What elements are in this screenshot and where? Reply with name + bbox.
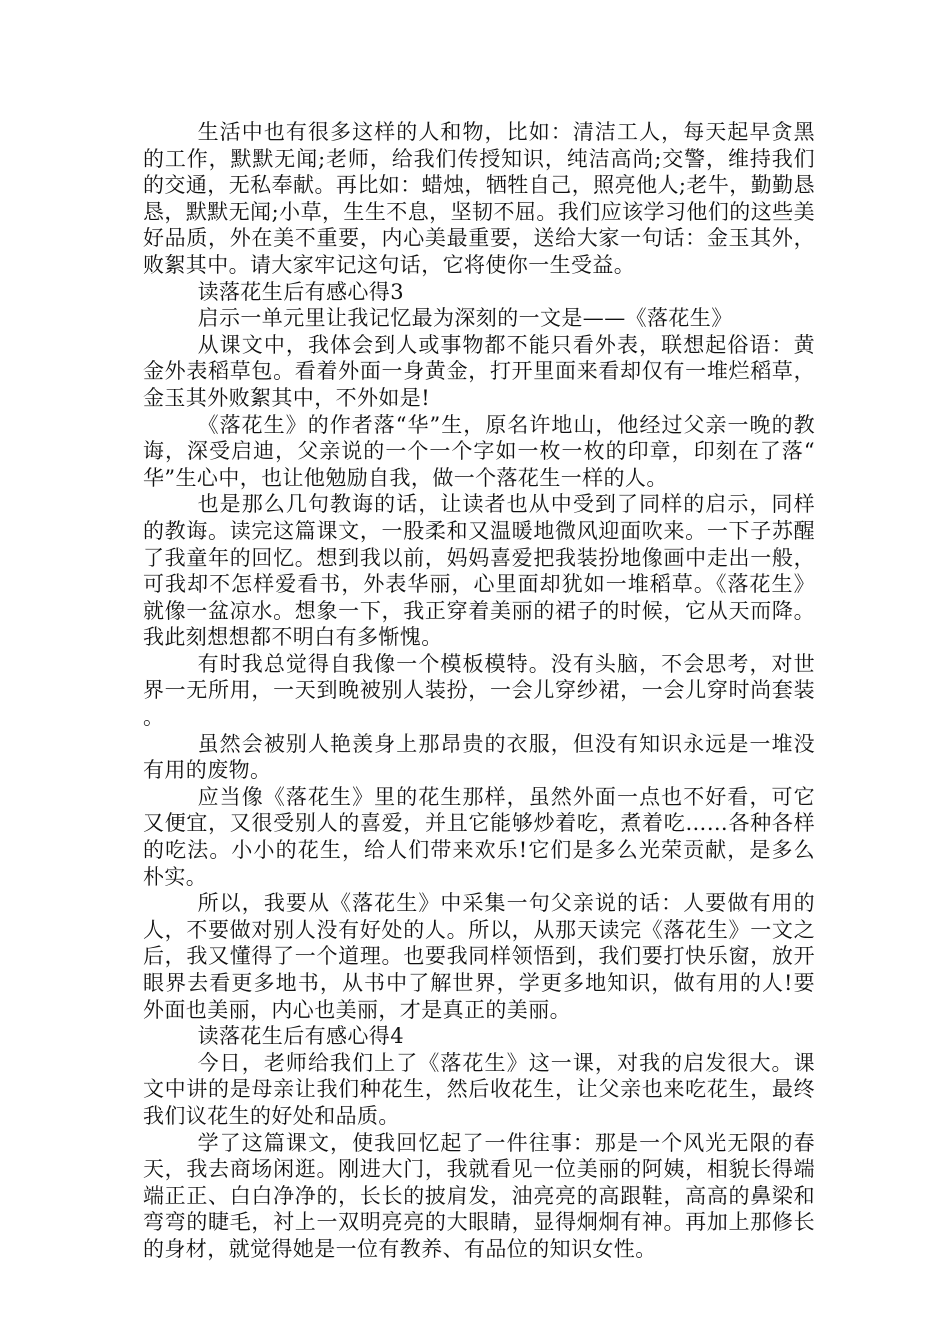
paragraph-1: 生活中也有很多这样的人和物，比如：清洁工人，每天起早贪黑的工作，默默无闻;老师，给我们传授知识，纯洁高尚;交警，维持我们的交通，无私奉献。再比如：蜡烛，牺牲自己，照亮他人;老牛，勤勤恳恳，默默无闻;小草，生生不息，坚韧不屈。我们应该学习他们的这些美好品质，外在美不重要，内心美最重要，送给大家一句话：金玉其外，败絮其中。请大家牢记这句话，它将使你一生受益。 bbox=[143, 120, 815, 277]
paragraph-7: 虽然会被别人艳羡身上那昂贵的衣服，但没有知识永远是一堆没有用的废物。 bbox=[143, 731, 815, 783]
paragraph-8: 应当像《落花生》里的花生那样，虽然外面一点也不好看，可它又便宜，又很受别人的喜爱，并且它能够炒着吃，煮着吃……各种各样的吃法。小小的花生，给人们带来欢乐!它们是多么光荣贡献，是多么朴实。 bbox=[143, 784, 815, 889]
document-body bbox=[143, 119, 815, 1263]
paragraph-9: 所以，我要从《落花生》中采集一句父亲说的话：人要做有用的人，不要做对别人没有好处的人。所以，从那天读完《落花生》一文之后，我又懂得了一个道理。也要我同样领悟到，我们要打快乐窗，放开眼界去看更多地书，从书中了解世界，学更多地知识，做有用的人!要外面也美丽，内心也美丽，才是真正的美丽。 bbox=[143, 891, 815, 1022]
paragraph-5: 也是那么几句教诲的话，让读者也从中受到了同样的启示，同样的教诲。读完这篇课文，一股柔和又温暖地微风迎面吹来。一下子苏醒了我童年的回忆。想到我以前，妈妈喜爱把我装扮地像画中走出一般，可我却不怎样爱看书，外表华丽，心里面却犹如一堆稻草。《落花生》就像一盆凉水。想象一下，我正穿着美丽的裙子的时候，它从天而降。我此刻想想都不明白有多惭愧。 bbox=[143, 492, 815, 650]
paragraph-2: 启示一单元里让我记忆最为深刻的一文是——《落花生》 bbox=[197, 306, 733, 331]
paragraph-11: 学了这篇课文，使我回忆起了一件往事：那是一个风光无限的春天，我去商场闲逛。刚进大门，我就看见一位美丽的阿姨，相貌长得端端正正、白白净净的，长长的披肩发，油亮亮的高跟鞋，高高的鼻梁和弯弯的睫毛，衬上一双明亮亮的大眼睛，显得炯炯有神。再加上那修长的身材，就觉得她是一位有教养、有品位的知识女性。 bbox=[143, 1130, 815, 1261]
paragraph-4: 《落花生》的作者落“华”生，原名许地山，他经过父亲一晚的教诲，深受启迪，父亲说的一个一个字如一枚一枚的印章，印刻在了落“华”生心中，也让他勉励自我，做一个落花生一样的人。 bbox=[143, 412, 815, 490]
paragraph-6: 有时我总觉得自我像一个模板模特。没有头脑，不会思考，对世界一无所用，一天到晚被别人装扮，一会儿穿纱裙，一会儿穿时尚套装。 bbox=[143, 651, 815, 730]
section-heading-3: 读落花生后有感心得3 bbox=[197, 279, 404, 304]
paragraph-10: 今日，老师给我们上了《落花生》这一课，对我的启发很大。课文中讲的是母亲让我们种花生，然后收花生，让父亲也来吃花生，最终我们议花生的好处和品质。 bbox=[143, 1050, 815, 1128]
section-heading-4: 读落花生后有感心得4 bbox=[197, 1024, 404, 1049]
paragraph-3: 从课文中，我体会到人或事物都不能只看外表，联想起俗语：黄金外表稻草包。看着外面一身黄金，打开里面来看却仅有一堆烂稻草，金玉其外败絮其中，不外如是! bbox=[143, 332, 815, 410]
